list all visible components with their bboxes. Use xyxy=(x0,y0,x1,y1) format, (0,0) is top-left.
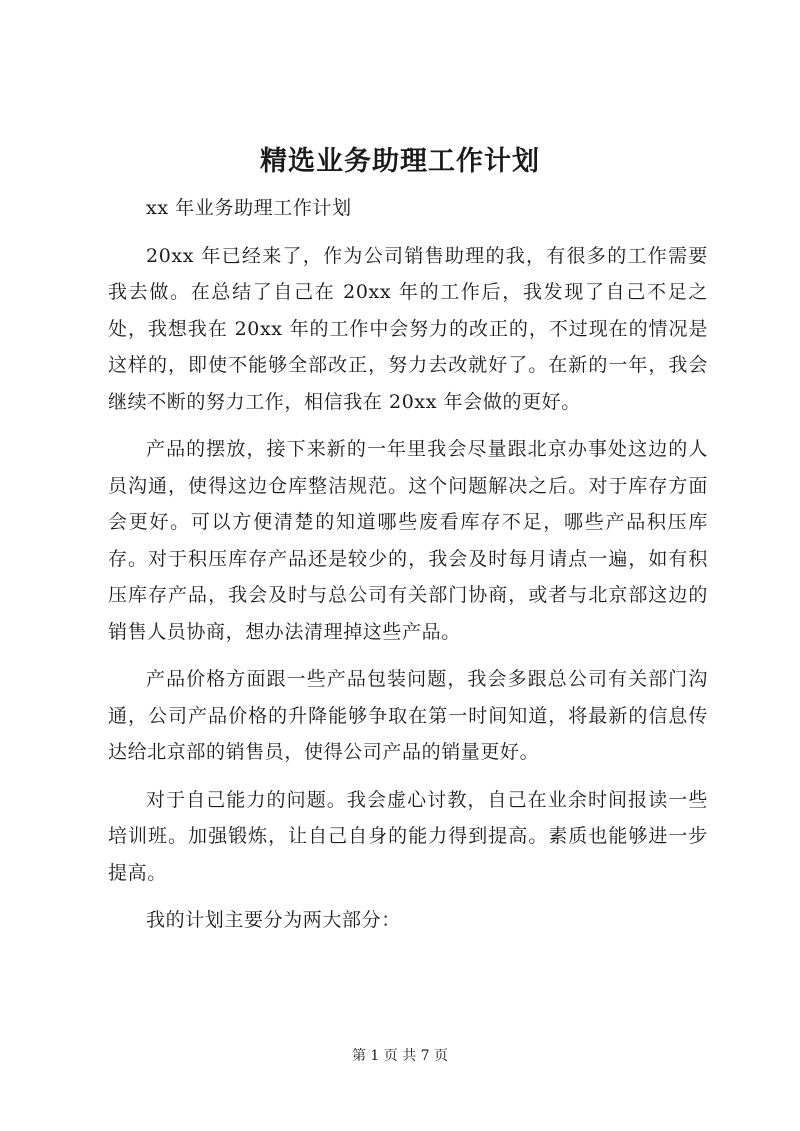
paragraph-plan-parts: 我的计划主要分为两大部分： xyxy=(146,909,401,931)
document-body xyxy=(108,190,708,950)
paragraph-intro: 20xx 年已经来了，作为公司销售助理的我，有很多的工作需要我去做。在总结了自己在 20xx 年的工作后，我发现了自己不足之处，我想我在 20xx 年的工作中会努力的改正的，不过现在的情况是这样的，即使不能够全部改正，努力去改就好了。在新的一年，我会继续不断的努力工作，相信我在 20xx 年会做的更好。 xyxy=(108,244,708,413)
paragraph-product-pricing: 产品价格方面跟一些产品包装问题，我会多跟总公司有关部门沟通，公司产品价格的升降能够争取在第一时间知道，将最新的信息传达给北京部的销售员，使得公司产品的销量更好。 xyxy=(108,668,708,763)
paragraph-self-improvement: 对于自己能力的问题。我会虚心讨教，自己在业余时间报读一些培训班。加强锻炼，让自己自身的能力得到提高。素质也能够进一步提高。 xyxy=(108,788,708,884)
document-title: 精选业务助理工作计划 xyxy=(260,146,540,177)
page-number-footer: 第 1 页 共 7 页 xyxy=(351,1048,449,1064)
paragraph-product-placement: 产品的摆放，接下来新的一年里我会尽量跟北京办事处这边的人员沟通，使得这边仓库整洁规范。这个问题解决之后。对于库存方面会更好。可以方便清楚的知道哪些废看库存不足，哪些产品积压库存。对于积压库存产品还是较少的，我会及时每月请点一遍，如有积压库存产品，我会及时与总公司有关部门协商，或者与北京部这边的销售人员协商，想办法清理掉这些产品。 xyxy=(108,438,708,643)
paragraph-subtitle: xx 年业务助理工作计划 xyxy=(146,197,352,219)
